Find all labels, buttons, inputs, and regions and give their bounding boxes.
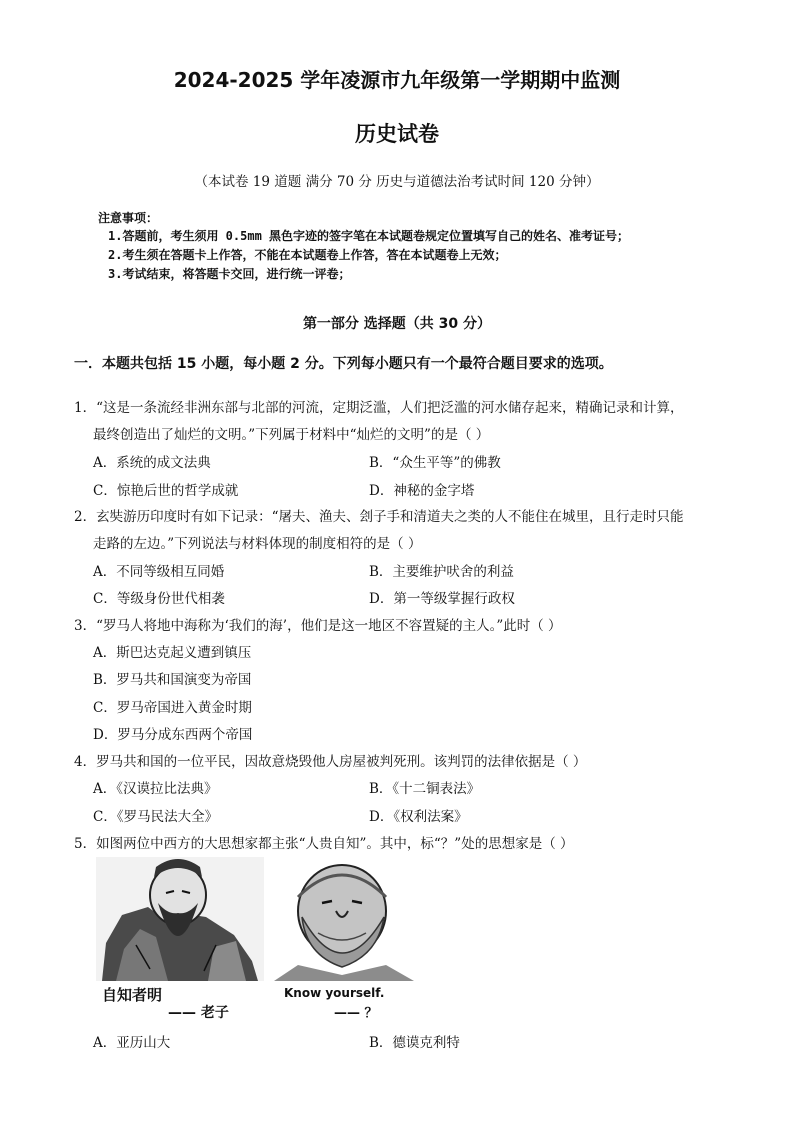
left-author: —— 老子 <box>168 1005 229 1021</box>
exam-info: （本试卷 19 道题 满分 70 分 历史与道德法治考试时间 120 分钟） <box>194 174 600 190</box>
question-1-text: 1．“这是一条流经非洲东部与北部的河流，定期泛滥，人们把泛滥的河水储存起来，精确记录和计算， <box>74 400 684 416</box>
question-5-option-a: A．亚历山大 <box>93 1035 171 1051</box>
question-2-option-d: D．第一等级掌握行政权 <box>369 591 515 607</box>
question-2-text-cont: 走路的左边。”下列说法与材料体现的制度相符的是（ ） <box>93 536 422 552</box>
question-2-option-c: C．等级身份世代相袭 <box>93 591 225 607</box>
socrates-portrait-icon <box>272 857 418 981</box>
question-3-text: 3．“罗马人将地中海称为‘我们的海’，他们是这一地区不容置疑的主人。”此时（ ） <box>74 618 562 634</box>
notice-heading: 注意事项： <box>98 211 159 225</box>
question-4-text: 4．罗马共和国的一位平民，因故意烧毁他人房屋被判死刑。该判罚的法律依据是（ ） <box>74 754 587 770</box>
laozi-portrait-icon <box>96 857 264 981</box>
question-4-option-c: C．《罗马民法大全》 <box>93 809 219 825</box>
question-4-option-d: D．《权利法案》 <box>369 809 468 825</box>
section-instructions: 一．本题共包括 15 小题，每小题 2 分。下列每小题只有一个最符合题目要求的选项。 <box>74 356 613 372</box>
subject-title: 历史试卷 <box>355 122 439 146</box>
philosophers-figure <box>96 857 418 1021</box>
question-1-option-d: D．神秘的金字塔 <box>369 483 475 499</box>
left-caption: 自知者明 <box>102 986 163 1004</box>
exam-title: 2024-2025 学年凌源市九年级第一学期期中监测 <box>173 68 621 92</box>
question-1-option-c: C．惊艳后世的哲学成就 <box>93 483 239 499</box>
question-5-text: 5．如图两位中西方的大思想家都主张“人贵自知”。其中，标“？”处的思想家是（ ） <box>74 836 574 852</box>
right-author: —— ？ <box>334 1006 378 1021</box>
notice-item: 2.考生须在答题卡上作答，不能在本试题卷上作答，答在本试题卷上无效； <box>108 248 507 262</box>
question-3-option-d: D．罗马分成东西两个帝国 <box>93 727 253 743</box>
question-4-option-a: A．《汉谟拉比法典》 <box>93 781 218 797</box>
notice-item: 3.考试结束，将答题卡交回，进行统一评卷； <box>108 267 351 281</box>
right-caption: Know yourself. <box>284 986 385 1000</box>
question-3-option-b: B．罗马共和国演变为帝国 <box>93 672 252 688</box>
question-1-option-b: B．“众生平等”的佛教 <box>369 455 501 471</box>
question-1-option-a: A．系统的成文法典 <box>93 455 211 471</box>
question-1-text-cont: 最终创造出了灿烂的文明。”下列属于材料中“灿烂的文明”的是（ ） <box>93 427 490 443</box>
question-4-option-b: B．《十二铜表法》 <box>369 781 481 797</box>
part-title: 第一部分 选择题（共 30 分） <box>302 316 492 332</box>
question-2-option-b: B．主要维护吠舍的利益 <box>369 564 514 580</box>
question-3-option-c: C．罗马帝国进入黄金时期 <box>93 700 252 716</box>
question-2-option-a: A．不同等级相互同婚 <box>93 564 225 580</box>
question-2-text: 2．玄奘游历印度时有如下记录：“屠夫、渔夫、刽子手和清道夫之类的人不能住在城里，且行走时只能 <box>74 509 684 525</box>
question-3-option-a: A．斯巴达克起义遭到镇压 <box>93 645 252 661</box>
question-5-option-b: B．德谟克利特 <box>369 1035 460 1051</box>
notice-item: 1.答题前，考生须用 0.5mm 黑色字迹的签字笔在本试题卷规定位置填写自己的姓名、准考证号； <box>108 229 630 243</box>
